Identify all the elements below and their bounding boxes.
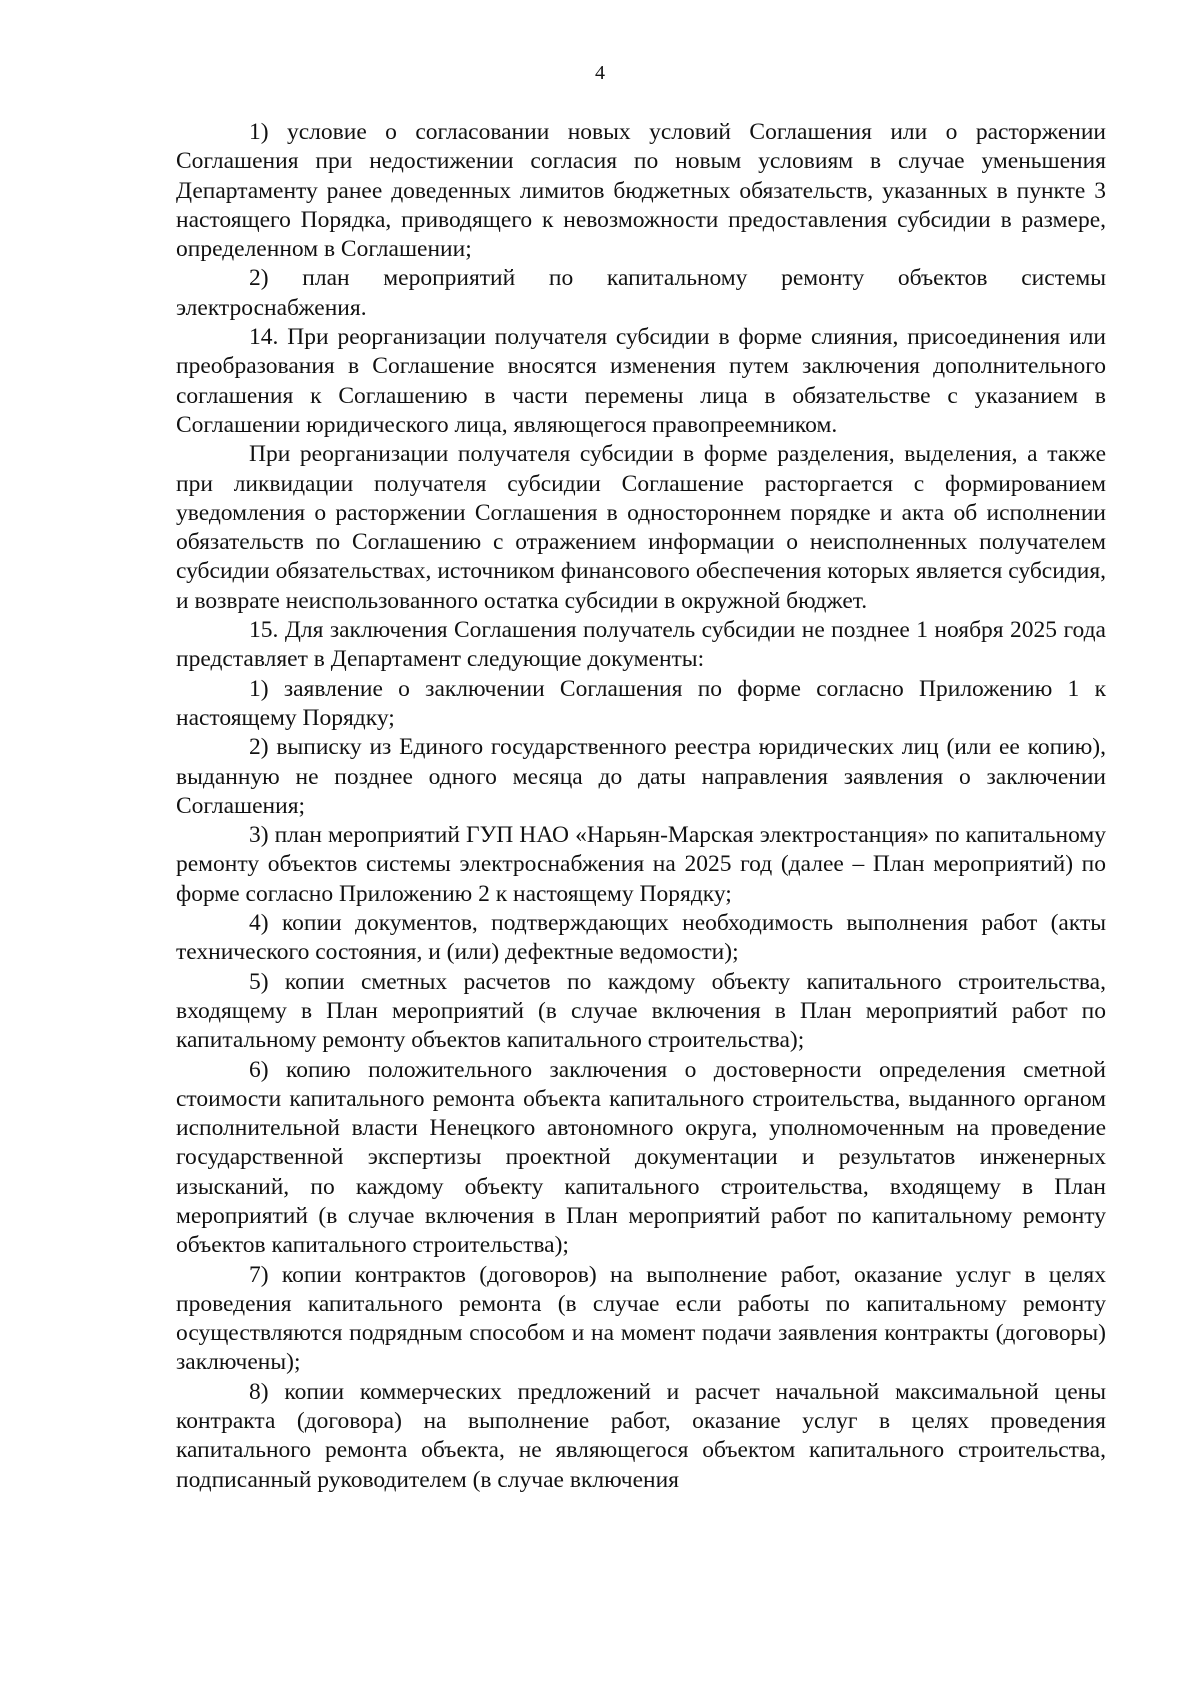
page-number: 4 [595,62,605,84]
list-item-application: 1) заявление о заключении Соглашения по форме согласно Приложению 1 к настоящему Порядку; [176,675,1106,731]
list-item-contracts: 7) копии контрактов (договоров) на выполнение работ, оказание услуг в целях проведения капитального ремонта (в случае если работы по капитальному ремонту осуществляются подрядным способом и на момент подачи заявления контракты (договоры) заключены); [176,1261,1106,1376]
paragraph-repair-plan: 2) план мероприятий по капитальному ремонту объектов системы электроснабжения. [176,265,1106,321]
list-item-activity-plan: 3) план мероприятий ГУП НАО «Нарьян-Марская электростанция» по капитальному ремонту объектов системы электроснабжения на 2025 год (далее – План мероприятий) по форме согласно Приложению 2 к настоящему Порядку; [176,822,1106,907]
list-item-registry-extract: 2) выписку из Единого государственного реестра юридических лиц (или ее копию), выданную не позднее одного месяца до даты направления заявления о заключении Соглашения; [176,734,1106,819]
list-item-expert-conclusion: 6) копию положительного заключения о достоверности определения сметной стоимости капитального ремонта объекта капитального строительства, выданного органом исполнительной власти Ненецкого автономного округа, уполномоченным на проведение государственной экспертизы проектной документации и результатов инженерных изысканий, по каждому объекту капитального строительства, входящему в План мероприятий (в случае включения в План мероприятий работ по капитальному ремонту объектов капитального строительства); [176,1056,1106,1259]
paragraph-reorganization-division: При реорганизации получателя субсидии в форме разделения, выделения, а также при ликвидации получателя субсидии Соглашение расторгается с формированием уведомления о расторжении Соглашения в одностороннем порядке и акта об исполнении обязательств по Соглашению с отражением информации о неисполненных получателем субсидии обязательствах, источником финансового обеспечения которых является субсидия, и возврате неиспользованного остатка субсидии в окружной бюджет. [176,441,1106,614]
paragraph-14-reorganization: 14. При реорганизации получателя субсидии в форме слияния, присоединения или преобразования в Соглашение вносятся изменения путем заключения дополнительного соглашения к Соглашению в части перемены лица в обязательстве с указанием в Соглашении юридического лица, являющегося правопреемником. [176,324,1106,438]
paragraph-15-documents: 15. Для заключения Соглашения получатель субсидии не позднее 1 ноября 2025 года представляет в Департамент следующие документы: [176,617,1106,673]
list-item-necessity-documents: 4) копии документов, подтверждающих необходимость выполнения работ (акты технического состояния, и (или) дефектные ведомости); [176,910,1106,966]
paragraph-condition-agreement: 1) условие о согласовании новых условий Соглашения или о расторжении Соглашения при недостижении согласия по новым условиям в случае уменьшения Департаменту ранее доведенных лимитов бюджетных обязательств, указанных в пункте 3 настоящего Порядка, приводящего к невозможности предоставления субсидии в размере, определенном в Соглашении; [176,119,1106,263]
document-body [176,118,1106,1495]
list-item-cost-estimates: 5) копии сметных расчетов по каждому объекту капитального строительства, входящему в План мероприятий (в случае включения в План мероприятий работ по капитальному ремонту объектов капитального строительства); [176,968,1106,1054]
list-item-commercial-offers: 8) копии коммерческих предложений и расчет начальной максимальной цены контракта (договора) на выполнение работ, оказание услуг в целях проведения капитального ремонта объекта, не являющегося объектом капитального строительства, подписанный руководителем (в случае включения [176,1378,1106,1493]
